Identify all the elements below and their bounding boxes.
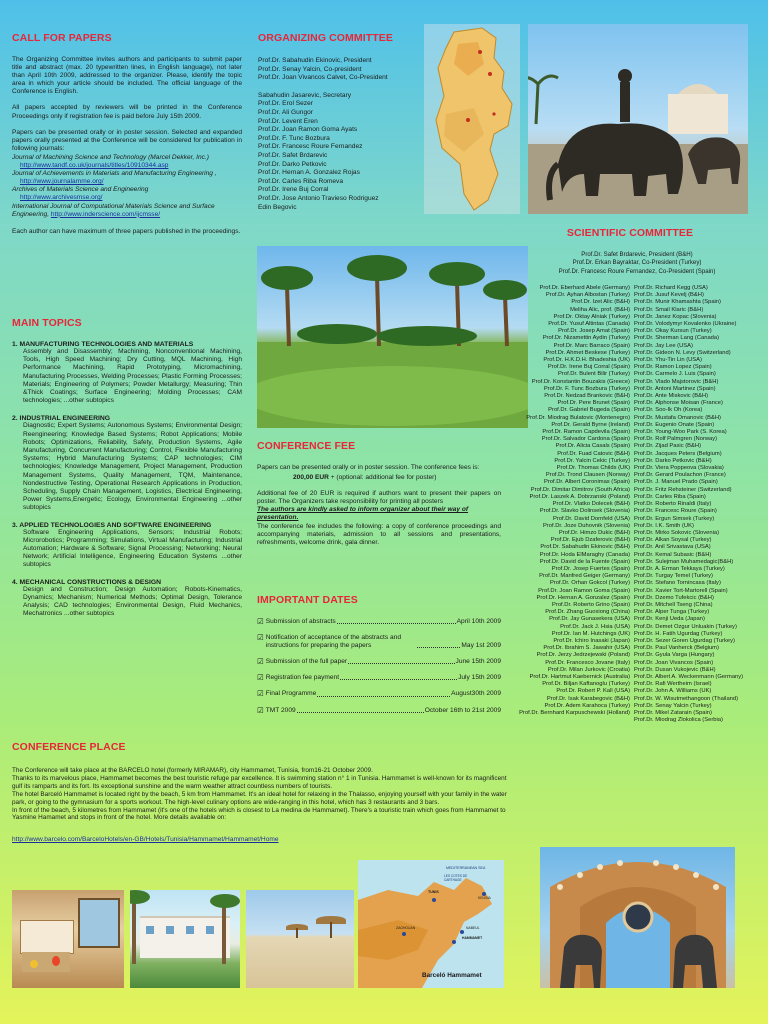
place-paragraph-3: The hotel Barceló Hammamet is located right by the beach, 5 km from Hammamet. It's an ideal hotel for relaxing in the Thalasso, enjoying yourself with your family in the water park, or going to the gymnasium for a sports workout. The high-level culinary options are wide-ranging in this hotel, which has 3 restaurants and 3 bars.: [12, 790, 507, 806]
important-date-row: [257, 690, 501, 698]
topic-item: [12, 415, 242, 512]
sc-member: Prof.Dr. Senay Yalcin (Turkey): [634, 702, 712, 709]
fee-amount: 200,00 EUR: [293, 474, 329, 482]
sc-member: Prof.Dr. I.K. Smith (UK): [634, 522, 694, 529]
sc-member: Prof.Dr. Hernan A. Gonzalez (Spain): [536, 594, 630, 601]
sc-member: Prof.Dr. Alicia Casals (Spain): [555, 443, 630, 450]
important-date-label: Final Programme: [265, 690, 317, 698]
checkbox-icon: ☑: [257, 689, 264, 699]
sc-member: Prof.Dr. Jacques Peters (Belgium): [634, 450, 722, 457]
sc-member: Prof.Dr. Bulent Bilir (Turkey): [558, 371, 630, 378]
sc-member: Prof.Dr. Josep Fuertes (Spain): [551, 565, 630, 572]
sc-member: Prof.Dr. Carmelo J. Luis (Spain): [634, 371, 716, 378]
journal-item: [12, 186, 242, 202]
sc-member: Prof.Dr. Trond Clausen (Norway): [545, 472, 630, 479]
sc-member: Prof.Dr. Bernhard Karpuschewski (Holland): [519, 709, 630, 716]
oc-member: Prof.Dr. Joan Ramon Goma Ayats: [258, 126, 358, 134]
topic-body: Diagnostic; Expert Systems; Autonomous Systems; Environmental Design; Reengineering; Knowledge Based Systems; Robot Applications; Mobile Robots; Optimizations, Reliability, Safety, Production Systems, Agile Manufacturing, Concurrent Manufacturing; Control, Flexible Manufacturing Systems; Hybrid Manufacturing Systems; CAP technologies; CIM technologies; Knowledge Management, Project Management, Production Management Systems, Quality Management, TQM, Maintenance, Nondestructive Testing, Operational Research Applications in Production, Scheduling, Supply Chain Management, Logistics, Electrical Engineering, Power Systems,Energetic; Ecology, Environmental Engineering ...other subtopics: [23, 422, 242, 512]
important-dates-heading: IMPORTANT DATES: [257, 594, 358, 606]
journal-link[interactable]: http://www.archivesmse.org/: [20, 194, 103, 202]
sc-member: Prof.Dr. Fuad Catovic (B&H): [557, 450, 630, 457]
important-dates-section: [257, 594, 501, 723]
sc-member: Prof.Dr. Richard Kegg (USA): [634, 285, 708, 291]
sc-member: Prof.Dr. Biljan Kaftanoglu (Turkey): [542, 681, 630, 688]
sc-chair: Prof.Dr. Francesc Roure Fernandez, Co-President (Spain): [558, 267, 716, 275]
hotel-garden-photo: [130, 890, 240, 988]
important-date-value: July 15th 2009: [458, 674, 501, 682]
cfp-paragraph-2: All papers accepted by reviewers will be printed in the Conference Proceedings only if registration fee is paid before July 15th 2009.: [12, 104, 242, 120]
map-label-gulf: LES COTES DE CARTHAGE: [444, 874, 468, 882]
sc-member: Prof.Dr. Francesc Roure (Spain): [634, 508, 717, 515]
sc-member: Prof.Dr. F. Tunc Bozbura (Turkey): [543, 385, 630, 392]
dot-leader: [348, 663, 454, 664]
hotel-room-photo: [12, 890, 124, 988]
oc-member: Sabahudin Jasarevic, Secretary: [258, 91, 352, 99]
sc-member: Prof.Dr. Ichiro Inasaki (Japan): [553, 637, 630, 644]
sc-member: Prof.Dr. Thomas Childs (UK): [556, 465, 630, 472]
sc-member: Prof.Dr. David Dornfeld (USA): [553, 515, 630, 522]
map-label-zaghouan: ZAGHOUAN: [396, 926, 416, 930]
sc-member: Prof.Dr. Antoni Martinez (Spain): [634, 385, 716, 392]
map-label-tunis: TUNIS: [428, 890, 439, 894]
place-paragraph-2: Thanks to its marvelous place, Hammamet becomes the best touristic refuge par excellence. It is swimming station n° 1 in Tunisia. Hammamet is well-known for its magnificent gulf its ramparts and its fort. Its exceptional sunshine and the warm weather attract countless numbers of tourists.: [12, 774, 507, 790]
journal-list: [12, 154, 242, 219]
sc-member: Prof.Dr. Yalcin Cekic (Turkey): [554, 457, 630, 464]
oc-member: Prof.Dr. F. Tunc Bozbura: [258, 134, 330, 142]
sc-member: Prof.Dr. Fritz Rehsteiner (Switzerland): [634, 486, 732, 493]
cfp-paragraph-4: Each author can have maximum of three papers published in the proceedings.: [12, 227, 241, 235]
topic-body: Software Engineering Applications, Sensors; Industrial Robots; Microrobotics; Programming; Simulations, Virtual Manufacturing; Industrial Automation; Hardware & Software; Signal Processing; Networking; Neural Network; Artificial Intelligence, Engineering Education Systems ...other subtopics: [23, 528, 242, 569]
important-date-label: Submission of abstracts: [265, 618, 336, 625]
sc-member: Prof.Dr. Sezer Goren Ugurdag (Turkey): [634, 637, 735, 644]
map-label-hammamet: HAMMAMET: [462, 936, 483, 940]
sc-member: Prof.Dr. John A. Williams (UK): [634, 688, 712, 695]
sc-member: Prof.Dr. Gabriel Bugeda (Spain): [548, 407, 630, 414]
sc-member: Prof.Dr. Alper Tunga (Turkey): [634, 609, 710, 616]
sc-member: Prof.Dr. Gideon N. Levy (Switzerland): [634, 349, 731, 356]
sc-member: Prof.Dr. Volodymyr Kovalenko (Ukraine): [634, 321, 737, 328]
sc-member: Prof.Dr. Carles Riba (Spain): [634, 493, 706, 500]
sc-member: Prof.Dr. Ian M. Hutchings (UK): [551, 630, 630, 637]
sc-member: Prof.Dr. Eberhard Abele (Germany): [539, 285, 630, 291]
important-date-value: May 1st 2009: [461, 642, 501, 650]
sc-member: Prof.Dr. A. Erman Tekkaya (Turkey): [634, 565, 725, 572]
oc-member: Prof.Dr. Irene Buj Corral: [258, 186, 329, 194]
checkbox-icon: ☑: [257, 617, 264, 626]
sc-member: Prof.Dr. Joan Vivancos (Spain): [634, 659, 714, 666]
journal-name: International Journal of Computational Materials Science and Surface Engineering,: [12, 202, 215, 218]
oc-member-list: [258, 92, 418, 212]
sc-member-list-right: [634, 285, 766, 724]
sc-member: Prof.Dr. Okay Kursun (Turkey): [634, 328, 712, 335]
sc-member: Prof.Dr. Miodrag Bulatovic (Montenegro): [526, 414, 630, 421]
dot-leader: [337, 623, 456, 624]
important-date-label: Submission of the full paper: [265, 658, 348, 666]
elephant-statues-photo: [528, 24, 748, 214]
sc-member: Prof.Dr. Manfred Geiger (Germany): [539, 573, 630, 580]
hotel-website-link[interactable]: http://www.barcelo.com/BarceloHotels/en-GB/Hotels/Tunisia/Hammamet/Hammamet/Home: [12, 836, 279, 844]
sc-member: Prof.Dr. Ahmet Beskese (Turkey): [545, 349, 630, 356]
important-date-label: Notification of acceptance of the abstracts and instructions for preparing the papers: [265, 634, 401, 650]
sc-member: Prof.Dr. Dimitar Dimitrov (South Africa): [530, 486, 630, 493]
sc-member: Prof.Dr. Turgay Temel (Turkey): [634, 573, 713, 580]
fee-amount-note: + (optional: additional fee for poster): [328, 474, 437, 482]
sc-member: Prof.Dr. Ayhan Albostan (Turkey): [545, 292, 630, 299]
sc-member: Prof.Dr. Jack J. Hsia (USA): [560, 623, 630, 630]
sc-member: Prof.Dr. Ejub Dzaferovic (B&H): [550, 537, 630, 544]
sc-member: Prof.Dr. Izet Alic (B&H): [571, 299, 630, 306]
sc-member: Prof.Dr. Zhang Guoxiong (China): [545, 609, 630, 616]
sc-member: Prof.Dr. Vlado Majstorovic (B&H): [634, 378, 719, 385]
sc-member: Prof.Dr. Alkan Soysal (Turkey): [634, 537, 712, 544]
sc-member: Prof.Dr. Vlatko Dolecek (B&H): [552, 501, 630, 508]
map-label-nabeul: NABEUL: [466, 926, 480, 930]
journal-link[interactable]: http://www.journalamme.org/: [20, 178, 104, 186]
journal-name: Archives of Materials Science and Engineering: [12, 186, 149, 194]
topic-title: 1. MANUFACTURING TECHNOLOGIES AND MATERIALS: [12, 341, 194, 348]
sc-member: Prof.Dr. Gyula Varga (Hungary): [634, 652, 715, 659]
checkbox-icon: ☑: [257, 705, 264, 715]
dot-leader: [340, 679, 457, 680]
journal-name: Journal of Machining Science and Technology (Marcel Dekker, Inc.): [12, 153, 209, 161]
sc-member: Prof.Dr. Miodrag Zlokolica (Serbia): [634, 717, 723, 724]
dot-leader: [297, 712, 424, 713]
map-caption: Barceló Hammamet: [422, 972, 482, 979]
sc-member: Prof.Dr. Rafi Wertheim (Israel): [634, 681, 712, 688]
topic-item: [12, 579, 242, 619]
sc-member: Prof.Dr. Anil Srivastava (USA): [634, 544, 711, 551]
sc-member: Prof.Dr. Kenji Ueda (Japan): [634, 616, 705, 623]
checkbox-icon: ☑: [257, 633, 264, 643]
important-date-row: [257, 674, 501, 682]
important-date-row: [257, 634, 501, 650]
organizing-committee-section: [258, 32, 418, 212]
oc-member: Prof.Dr. Ali Gungor: [258, 108, 313, 116]
sc-member: Prof.Dr. Ramon Lopez (Spain): [634, 364, 712, 371]
sc-member: Prof.Dr. Mustafa Omanovic (B&H): [634, 414, 721, 421]
sc-member: Prof.Dr. Smail Klaric (B&H): [634, 306, 704, 313]
journal-item: [12, 170, 242, 186]
sc-member: Prof.Dr. Joan Ramon Goma (Spain): [538, 587, 630, 594]
journal-link[interactable]: http://www.tandf.co.uk/journals/titles/10910344.asp: [20, 162, 169, 170]
sc-member: Prof.Dr. Ibrahim S. Jawahir (USA): [543, 645, 630, 652]
sc-member: Prof.Dr. Francesco Jovane (Italy): [545, 659, 630, 666]
sc-member: Prof.Dr. Roberto Rinaldi (Italy): [634, 501, 712, 508]
oc-member: Prof.Dr. Levent Eren: [258, 117, 318, 125]
important-date-row: [257, 618, 501, 626]
important-date-value: April 10th 2009: [456, 618, 501, 625]
sc-member: Prof.Dr. Roberto Grino (Spain): [552, 601, 630, 608]
place-paragraph-1: The Conference will take place at the BARCELO hotel (formerly MIRAMAR), city Hammamet, Tunisia, from16-21 October 2009.: [12, 767, 373, 774]
sc-member: Prof.Dr. Sherman Lang (Canada): [634, 335, 720, 342]
sc-member: Prof.Dr. Nizamettin Aydin (Turkey): [542, 335, 630, 342]
sc-member: Prof.Dr. Josep Amat (Spain): [558, 328, 630, 335]
sc-member: Prof.Dr. Sulejman Muhamedagic(B&H): [634, 558, 734, 565]
oc-member: Prof.Dr. Erol Sezer: [258, 100, 313, 108]
journal-item: [12, 203, 242, 219]
sc-member: Prof.Dr. Jerzy Jedrzejewski (Poland): [536, 652, 630, 659]
sc-member: Prof.Dr. Eugenio Onate (Spain): [634, 421, 715, 428]
sc-member: Prof.Dr. Albert A. Weckenmann (Germany): [634, 673, 744, 680]
sc-member: Prof.Dr. Mikel Zatarain (Spain): [634, 709, 712, 716]
conference-place-heading: CONFERENCE PLACE: [12, 741, 126, 753]
conference-place-section: [12, 741, 508, 844]
sc-member: Prof.Dr. Jay Gunasekera (USA): [549, 616, 630, 623]
sc-member: Prof.Dr. H. Fatih Ugurdag (Turkey): [634, 630, 723, 637]
oc-member: Prof.Dr. Darko Petkovic: [258, 160, 327, 168]
journal-name: Journal of Achievements in Materials and Manufacturing Engineering ,: [12, 170, 217, 178]
sc-member: Prof.Dr. Xavier Tort-Martorell (Spain): [634, 587, 728, 594]
sc-member: Prof.Dr. Irene Buj Corral (Spain): [547, 364, 630, 371]
sc-member: Prof.Dr. Adem Karahoca (Turkey): [544, 702, 630, 709]
oc-chair: Prof.Dr. Sabahudin Ekinovic, President: [258, 57, 372, 64]
place-paragraph-4: In front of the beach, 5 kilometres from Hammamet (it's one of the hotels which is closest to La medina de Hammamet). There's a touristic train which goes from Hammamet to Yasmine Hamamet and stops in front of the hotel. More details available on:: [12, 806, 506, 822]
oc-member: Prof.Dr. Carles Riba Romeva: [258, 177, 344, 185]
fee-emphasis: The authors are kindly asked to inform organizer about their way of presentation.: [257, 506, 469, 522]
sc-member: Prof.Dr. David de la Fuente (Spain): [539, 558, 630, 565]
important-date-row: [257, 658, 501, 666]
sc-member: Prof.Dr. Yhu-Tin Lin (USA): [634, 357, 702, 364]
sc-member: Prof.Dr. W. Wisutmethangoon (Thailand): [634, 695, 739, 702]
call-for-papers-section: [12, 32, 242, 236]
important-dates-list: [257, 618, 501, 715]
fee-paragraph-3: The conference fee includes the following: a copy of conference proceedings and accompanying materials, admission to all sessions and presentations, refreshments, welcome drink, gala dinner.: [257, 522, 501, 546]
sc-member-list-left: [476, 285, 630, 717]
sc-member: Prof.Dr. Jay Lee (USA): [634, 342, 693, 349]
main-topics-heading: MAIN TOPICS: [12, 317, 82, 329]
sc-member: Prof.Dr. Mirko Sokovic (Slovenia): [634, 529, 720, 536]
sc-member: Prof.Dr. Orhan Gokcol (Turkey): [550, 580, 630, 587]
sc-member: Prof.Dr. Mitchell Tseng (China): [634, 601, 713, 608]
important-date-value: August30th 2009: [451, 690, 501, 698]
sc-member: Prof.Dr. Laszek A. Dobrzanski (Poland): [529, 493, 630, 500]
main-topics-section: [12, 317, 242, 618]
tunisia-map-image: [424, 24, 520, 214]
oc-member: Prof.Dr. Hernan A. Gonzalez Rojas: [258, 169, 360, 177]
sc-member: Prof.Dr. Demet Ozgur Unluakin (Turkey): [634, 623, 737, 630]
topic-item: [12, 522, 242, 570]
sc-member: Prof.Dr. Kemal Subasic (B&H): [634, 551, 712, 558]
fee-paragraph-2: Additional fee of 20 EUR is required if authors want to present their papers on poster. The Organizers take responsibility for printing all posters: [257, 490, 501, 506]
checkbox-icon: ☑: [257, 673, 264, 683]
journal-item: [12, 154, 242, 170]
sc-member: Prof.Dr. Viera Poppeova (Slovakia): [634, 465, 724, 472]
sc-member: Prof.Dr. Hartmut Kaebernick (Australia): [529, 673, 630, 680]
sc-member: Prof.Dr. Gerald Byrne (Ireland): [551, 421, 630, 428]
important-date-label: TMT 2009: [265, 706, 296, 714]
sc-member: Prof.Dr. Zijad Pasic (B&H): [634, 443, 702, 450]
map-label-sea: MEDITERRANEAN SEA: [446, 866, 486, 870]
hammamet-region-map: [358, 860, 504, 988]
sc-member: Prof.Dr. Isak Karabegovic (B&H): [546, 695, 630, 702]
oc-member: Prof.Dr. Safet Brdarevic: [258, 151, 328, 159]
organizing-committee-heading: ORGANIZING COMMITTEE: [258, 32, 393, 44]
sc-member: Prof.Dr. Yusuf Altintas (Canada): [548, 321, 630, 328]
sc-chair: Prof.Dr. Erkan Bayraktar, Co-President (Turkey): [572, 259, 702, 267]
sc-member: Prof.Dr. Dusan Vukojevic (B&H): [634, 666, 716, 673]
dot-leader: [317, 696, 450, 697]
sc-member: Prof.Dr. Hoda ElMaraghy (Canada): [539, 551, 630, 558]
oc-member: Edin Begovic: [258, 203, 297, 211]
sc-member: Prof.Dr. Konstantin Bouzakis (Greece): [531, 378, 630, 385]
sc-member: Prof.Dr. Dzemo Tufekcic (B&H): [634, 594, 714, 601]
topic-title: 2. INDUSTRIAL ENGINEERING: [12, 415, 111, 423]
sc-member: Prof.Dr. Himzo Dukic (B&H): [558, 529, 630, 536]
sc-member: Prof.Dr. Paul Vanherck (Belgium): [634, 645, 719, 652]
sc-member: Prof.Dr. Ergun Simsek (Turkey): [634, 515, 715, 522]
sc-member: Prof.Dr. Munir Khamashta (Spain): [634, 299, 721, 306]
oc-chair: Prof.Dr. Senay Yalcin, Co-president: [258, 65, 362, 73]
medina-gate-photo: [540, 847, 735, 988]
important-date-value: June 15th 2009: [455, 658, 501, 666]
topic-body: Assembly and Disassembly; Machining, Nonconventional Machining, Tools, High Speed Machining; Dry Cutting, MQL Machining, High Performance Machining, Rapid Prototyping, Micromachining, Manufacturing Processes, Welding Processes; Plastic Forming Processes; Materials; Engineering of Polymers; Powder Metallurgy; Measuring; Thin &Thick Coatings; Surface Engineering; Molding Processes; CAM technologies; ...other subtopics: [23, 348, 242, 405]
scientific-committee-heading: SCIENTIFIC COMMITTEE: [566, 227, 694, 239]
important-date-row: [257, 707, 501, 715]
sc-member: Prof.Dr. Gerard Poulachon (France): [634, 472, 726, 479]
sc-member: Prof.Dr. Salvador Cardona (Spain): [541, 436, 630, 443]
sc-member: Prof.Dr. H.K.D.H. Bhadeshia (UK): [543, 357, 630, 364]
sc-chair: Prof.Dr. Safet Brdarevic, President (B&H): [581, 251, 693, 258]
sc-member: Prof.Dr. J. Manuel Prado (Spain): [634, 479, 718, 486]
sc-member: Meliha Alic, prof. (B&H): [570, 306, 630, 313]
conference-fee-heading: CONFERENCE FEE: [257, 440, 356, 452]
topic-title: 3. APPLIED TECHNOLOGIES AND SOFTWARE ENGINEERING: [12, 521, 212, 529]
sc-member: Prof.Dr. Ramon Capdevila (Spain): [542, 429, 630, 436]
sc-member: Prof.Dr. Rolf Palmgren (Norway): [634, 436, 718, 443]
journal-link[interactable]: http://www.inderscience.com/ijcmsse/: [50, 210, 161, 218]
sc-member: Prof.Dr. Oktay Alniak (Turkey): [553, 313, 630, 320]
sc-member: Prof.Dr. Albert Coronimas (Spain): [543, 479, 630, 486]
sc-member: Prof.Dr. Robert P. Kall (USA): [556, 688, 630, 695]
checkbox-icon: ☑: [257, 657, 264, 667]
sc-member: Prof.Dr. Soo-Ik Oh (Korea): [634, 407, 703, 414]
conference-fee-section: [257, 440, 501, 547]
topic-body: Design and Construction; Design Automation; Robots-Kinematics, Dynamics; Mechanism; Numerical Methods; Optimal Design, Tolerance Analysis; CAD technologies; Environmental Design, Fluid Mechanics, Mechatronics ...other subtopics: [23, 585, 242, 618]
sc-member: Prof.Dr. Darko Petkovic (B&H): [634, 457, 712, 464]
call-for-papers-heading: CALL FOR PAPERS: [12, 32, 112, 44]
oc-member: Prof.Dr. Francesc Roure Fernandez: [258, 143, 363, 151]
sc-member: Prof.Dr. Milan Jurkovic (Croatia): [547, 666, 630, 673]
dot-leader: [417, 647, 461, 648]
scientific-committee-section: [508, 227, 766, 276]
oc-chair: Prof.Dr. Joan Vivancos Calvet, Co-President: [258, 74, 388, 82]
topic-item: [12, 341, 242, 405]
sc-member: Prof.Dr. Marc Barraco (Spain): [553, 342, 630, 349]
oc-member: Prof.Dr. Jose Antonio Travieso Rodriguez: [258, 194, 379, 202]
sc-member: Prof.Dr. Young-Woo Park (S. Korea): [634, 429, 727, 436]
beach-photo: [246, 890, 354, 988]
map-label-kelibia: KELIBIA: [478, 896, 491, 900]
sc-member: Prof.Dr. Slavko Dolinsek (Slovenia): [539, 508, 630, 515]
topic-title: 4. MECHANICAL CONSTRUCTIONS & DESIGN: [12, 578, 162, 586]
cfp-paragraph-1: The Organizing Committee invites authors and participants to submit paper title and abstract (max. 20 typewritten lines, in English language), not later than April 10th 2009, addressed to the organizer. Please, identify the topic area in which your article should be included. The official language of the Conference is English.: [12, 56, 242, 96]
sc-member: Prof.Dr. Alphonse Moisan (France): [634, 400, 723, 407]
sc-member: Prof.Dr. Joze Duhovnik (Slovenia): [543, 522, 630, 529]
important-date-value: October 16th to 21st 2009: [424, 706, 501, 714]
sc-member: Prof.Dr. Nedzad Brankovic (B&H): [544, 393, 630, 400]
fee-paragraph-1: Papers can be presented orally or in poster session. The conference fees is:: [257, 464, 480, 471]
cfp-paragraph-3: Papers can be presented orally or in poster session. Selected and expanded papers orally presented at the Conference will be considered for publication in following journals:: [12, 128, 242, 152]
sc-member: Prof.Dr. Jusuf Kevelj (B&H): [634, 292, 704, 299]
sc-member: Prof.Dr. Pere Brunet (Spain): [557, 400, 630, 407]
sc-member: Prof.Dr. Ante Miskovic (B&H): [634, 393, 709, 400]
sc-member: Prof.Dr. Sabahudin Ekinovic (B&H): [540, 544, 630, 551]
sc-member: Prof.Dr. Stefano Tornincasa (Italy): [634, 580, 721, 587]
important-date-label: Registration fee payment: [265, 674, 340, 682]
sc-member: Prof.Dr. Janez Kopac (Slovenia): [634, 313, 717, 320]
